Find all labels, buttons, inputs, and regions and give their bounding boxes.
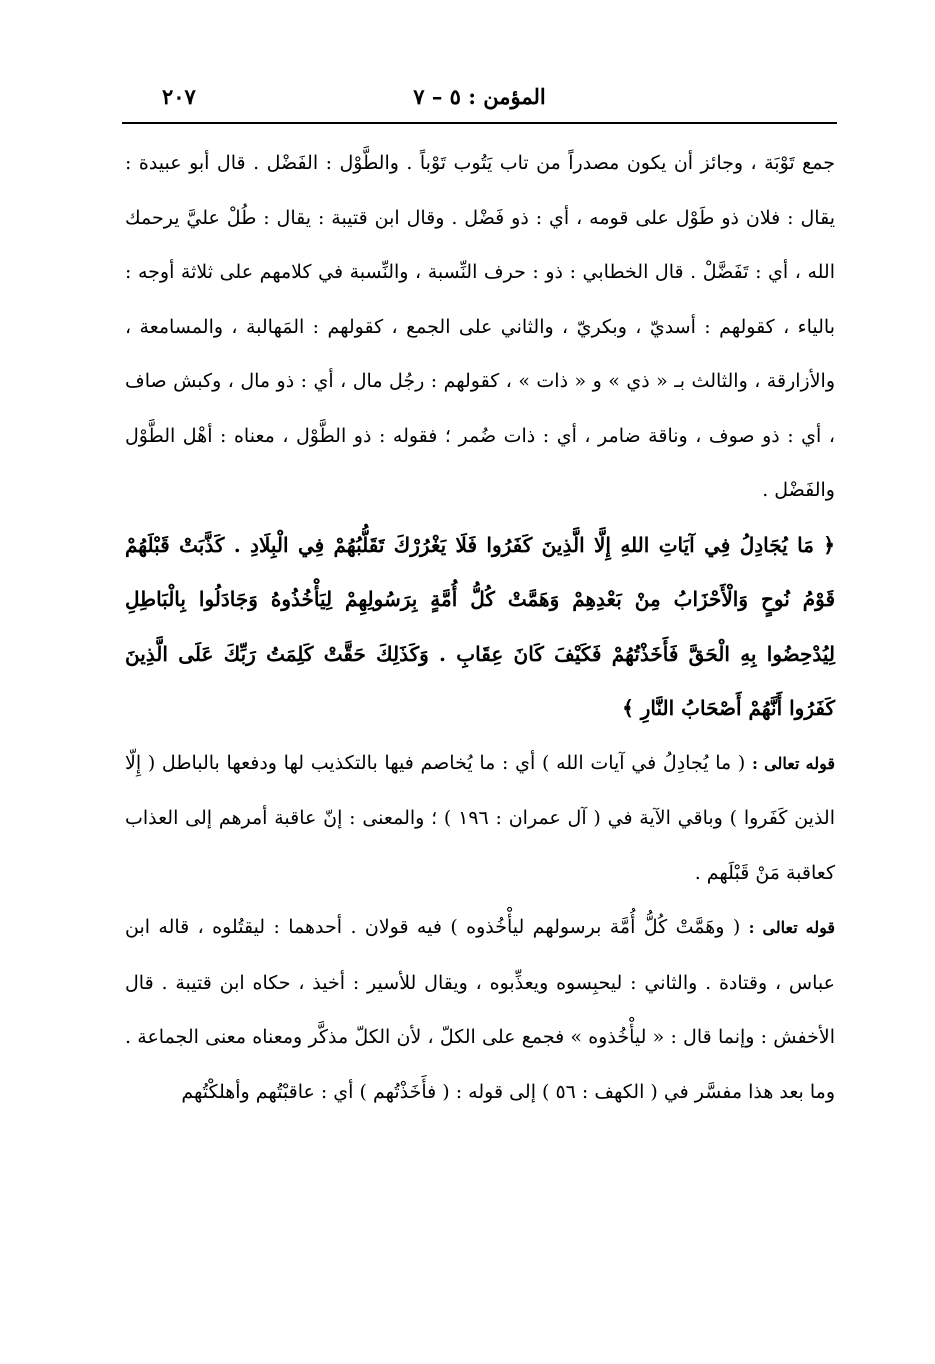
running-title: المؤمن : ٥ – ٧: [413, 84, 546, 109]
quran-verse: ﴿ مَا يُجَادِلُ فِي آيَاتِ اللهِ إِلَّا الَّذِينَ كَفَرُوا فَلَا يَغْرُرْكَ تَقَلُّبُهُمْ فِي الْبِلَادِ . كَذَّبَتْ قَبْلَهُمْ قَوْمُ نُوحٍ وَالْأَحْزَابُ مِنْ بَعْدِهِمْ وَهَمَّتْ كُلُّ أُمَّةٍ بِرَسُولِهِمْ لِيَأْخُذُوهُ وَجَادَلُوا بِالْبَاطِلِ لِيُدْحِضُوا بِهِ الْحَقَّ فَأَخَذْتُهُمْ فَكَيْفَ كَانَ عِقَابِ . وَكَذَلِكَ حَقَّتْ كَلِمَتُ رَبِّكَ عَلَى الَّذِينَ كَفَرُوا أَنَّهُمْ أَصْحَابُ النَّارِ ﴾: [125, 532, 835, 720]
page-body: [125, 136, 835, 1119]
commentary-2-lead: قوله تعالى :: [748, 918, 835, 937]
commentary-1-lead: قوله تعالى :: [752, 753, 836, 773]
paragraph-vocabulary: جمع تَوْبَة ، وجائز أن يكون مصدراً من تاب يَتُوب تَوْباً . والطَّوْل : الفَضْل . قال أبو عبيدة : يقال : فلان ذو طَوْل على قومه ، أي : ذو فَضْل . وقال ابن قتيبة : يقال : طُلْ عليَّ يرحمك الله ، أي : تَفَضَّلْ . قال الخطابي : ذو : حرف النِّسبة ، والنِّسبة في كلامهم على ثلاثة أوجه : بالياء ، كقولهم : أسديّ ، وبكريّ ، والثاني على الجمع ، كقولهم : المَهالبة ، والمسامعة ، والأزارقة ، والثالث بـ « ذي » و « ذات » ، كقولهم : رجُل مال ، أي : ذو مال ، وكبش صاف ، أي : ذو صوف ، وناقة ضامر ، أي : ذات ضُمر ؛ فقوله : ذو الطَّوْل ، معناه : أهْل الطَّوْل والفَضْل .: [125, 152, 835, 501]
commentary-paragraph-2: [125, 900, 835, 1119]
page-header: [122, 84, 837, 114]
page-number: ٢٠٧: [162, 84, 196, 109]
commentary-paragraph-1: [125, 736, 835, 901]
header-rule: [122, 122, 837, 124]
commentary-1-text: ( ما يُجادِلُ في آيات الله ) أي : ما يُخاصم فيها بالتكذيب لها ودفعها بالباطل ( إِلّا الذين كَفَروا ) وباقي الآية في ( آل عمران : ١٩٦ ) ؛ والمعنى : إنّ عاقبة أمرهم إلى العذاب كعاقبة مَنْ قَبْلَهم .: [125, 751, 836, 884]
commentary-2-text: ( وهَمَّتْ كُلُّ أُمَّة برسولهم ليأْخُذوه ) فيه قولان . أحدهما : ليقتُلوه ، قاله ابن عباس ، وقتادة . والثاني : ليحبِسوه ويعذِّبوه ، ويقال للأسير : أخيذ ، حكاه ابن قتيبة . قال الأخفش : وإنما قال : « ليأْخُذوه » فجمع على الكلّ ، لأن الكلّ مذكَّر ومعناه معنى الجماعة . وما بعد هذا مفسَّر في ( الكهف : ٥٦ ) إلى قوله : ( فأَخَذْتُهم ) أي : عاقبْتُهم وأهلكْتُهم: [125, 916, 835, 1103]
